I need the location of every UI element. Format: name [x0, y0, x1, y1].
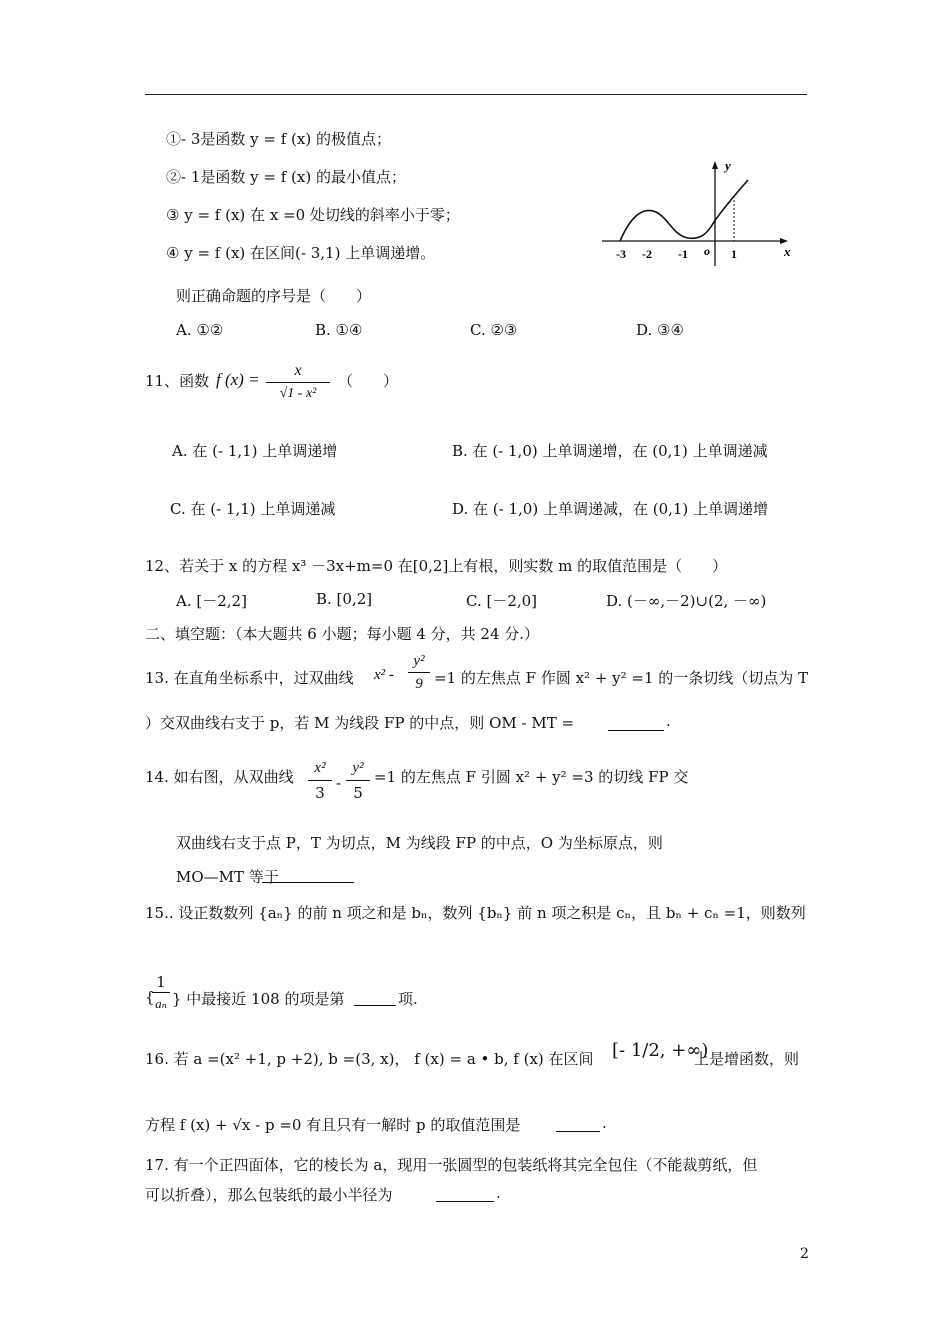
q15-numerator: 1: [152, 972, 170, 993]
q15-line2: } 中最接近 108 的项是第: [172, 990, 345, 1008]
q10-option-c: C. ②③: [470, 321, 518, 339]
q10-option-b: B. ①④: [315, 321, 363, 339]
q14-denominator-1: 3: [315, 784, 325, 802]
q13-numerator: y²: [408, 650, 430, 673]
q15-brace-open: {: [145, 988, 155, 1006]
q14-line2: 双曲线右支于点 P，T 为切点，M 为线段 FP 的中点，O 为坐标原点，则: [176, 834, 663, 852]
q17-end: .: [496, 1184, 501, 1202]
graph-tick-label: -2: [642, 247, 652, 261]
q11-prefix: 11、函数: [145, 372, 210, 390]
q14-answer-blank[interactable]: [262, 866, 354, 883]
q11-numerator: x: [266, 360, 330, 383]
function-graph: [598, 158, 798, 268]
q14-numerator-2: y²: [346, 756, 370, 781]
q10-statement-1: ①- 3是函数 y = f (x) 的极值点；: [166, 130, 391, 148]
q11-option-b: B. 在 (- 1,0) 上单调递增，在 (0,1) 上单调递减: [452, 442, 768, 460]
q16-line1-b: 上是增函数，则: [694, 1050, 800, 1068]
q14-line1-b: =1 的左焦点 F 引圆 x² + y² =3 的切线 FP 交: [374, 768, 689, 786]
q11-option-d: D. 在 (- 1,0) 上单调递减，在 (0,1) 上单调递增: [452, 500, 769, 518]
q13-line1-a: 13. 在直角坐标系中，过双曲线: [145, 669, 354, 687]
graph-y-label: y: [725, 158, 731, 173]
q10-stem: 则正确命题的序号是（ ）: [176, 287, 372, 305]
q17-line2: 可以折叠），那么包装纸的最小半径为: [145, 1186, 393, 1204]
q17-answer-blank[interactable]: [436, 1184, 494, 1202]
q16-answer-blank[interactable]: [556, 1114, 600, 1132]
q10-option-a: A. ①②: [176, 321, 224, 339]
q14-numerator-1: x²: [308, 756, 332, 781]
q15-end: 项.: [398, 990, 418, 1008]
q10-option-d: D. ③④: [636, 321, 684, 339]
q14-minus: -: [336, 774, 342, 792]
q14-line1-a: 14. 如右图，从双曲线: [145, 768, 294, 786]
q13-answer-blank[interactable]: [608, 712, 664, 731]
graph-tick-label: 1: [731, 247, 737, 261]
graph-tick-label: -1: [678, 247, 688, 261]
q12-option-d: D. (－∞,－2)∪(2, －∞): [606, 592, 767, 610]
q15-answer-blank[interactable]: [354, 988, 396, 1006]
q13-line1-b: =1 的左焦点 F 作圆 x² + y² =1 的一条切线（切点为 T: [434, 669, 809, 687]
q10-statement-2: ②- 1是函数 y = f (x) 的最小值点；: [166, 168, 406, 186]
graph-tick-label: -3: [616, 247, 626, 261]
page-number: 2: [800, 1246, 809, 1262]
q12-option-b: B. [0,2]: [316, 590, 373, 608]
q16-interval: [- 1/2, +∞): [612, 1040, 709, 1061]
q13-line2: ）交双曲线右支于 p，若 M 为线段 FP 的中点，则 OM - MT =: [145, 714, 575, 732]
q14-fraction-1: [308, 756, 332, 805]
q15-fraction: [152, 972, 170, 1015]
q10-statement-4: ④ y = f (x) 在区间(- 3,1) 上单调递增。: [166, 244, 436, 262]
q11-option-c: C. 在 (- 1,1) 上单调递减: [170, 500, 336, 518]
q13-fraction: [408, 650, 430, 695]
header-rule: [145, 94, 807, 95]
q15-denominator: aₙ: [155, 996, 167, 1011]
q11-function: f (x) =: [216, 370, 260, 389]
graph-origin-label: o: [704, 244, 710, 258]
q11-denominator: √1 - x²: [279, 386, 317, 401]
q11-paren: （ ）: [338, 372, 399, 390]
q16-line2: 方程 f (x) + √x - p =0 有且只有一解时 p 的取值范围是: [145, 1116, 521, 1134]
graph-x-label: x: [784, 244, 791, 259]
q12-stem: 12、若关于 x 的方程 x³ －3x+m=0 在[0,2]上有根，则实数 m 的取值范围是（ ）: [145, 557, 728, 575]
q16-end: .: [602, 1114, 607, 1132]
q16-line1-a: 16. 若 a =(x² +1, p +2), b =(3, x)， f (x) = a • b, f (x) 在区间: [145, 1050, 594, 1068]
q15-line1: 15.. 设正数数列 {aₙ} 的前 n 项之和是 bₙ，数列 {bₙ} 前 n 项之积是 cₙ，且 bₙ + cₙ =1，则数列: [145, 904, 806, 922]
q14-denominator-2: 5: [353, 784, 363, 802]
q11-fraction: [266, 360, 330, 405]
q10-statement-3: ③ y = f (x) 在 x =0 处切线的斜率小于零；: [166, 206, 460, 224]
section-heading: 二、填空题：（本大题共 6 小题；每小题 4 分，共 24 分.）: [145, 625, 540, 643]
q12-option-a: A. [－2,2]: [176, 592, 247, 610]
q14-fraction-2: [346, 756, 370, 805]
q12-option-c: C. [－2,0]: [466, 592, 538, 610]
q13-end: .: [666, 712, 671, 730]
q13-x2: x² -: [374, 667, 394, 683]
q14-line3: MO—MT 等于: [176, 868, 279, 886]
q17-line1: 17. 有一个正四面体，它的棱长为 a，现用一张圆型的包装纸将其完全包住（不能裁剪纸，但: [145, 1156, 758, 1174]
q11-option-a: A. 在 (- 1,1) 上单调递增: [172, 442, 338, 460]
q13-denominator: 9: [415, 676, 423, 692]
